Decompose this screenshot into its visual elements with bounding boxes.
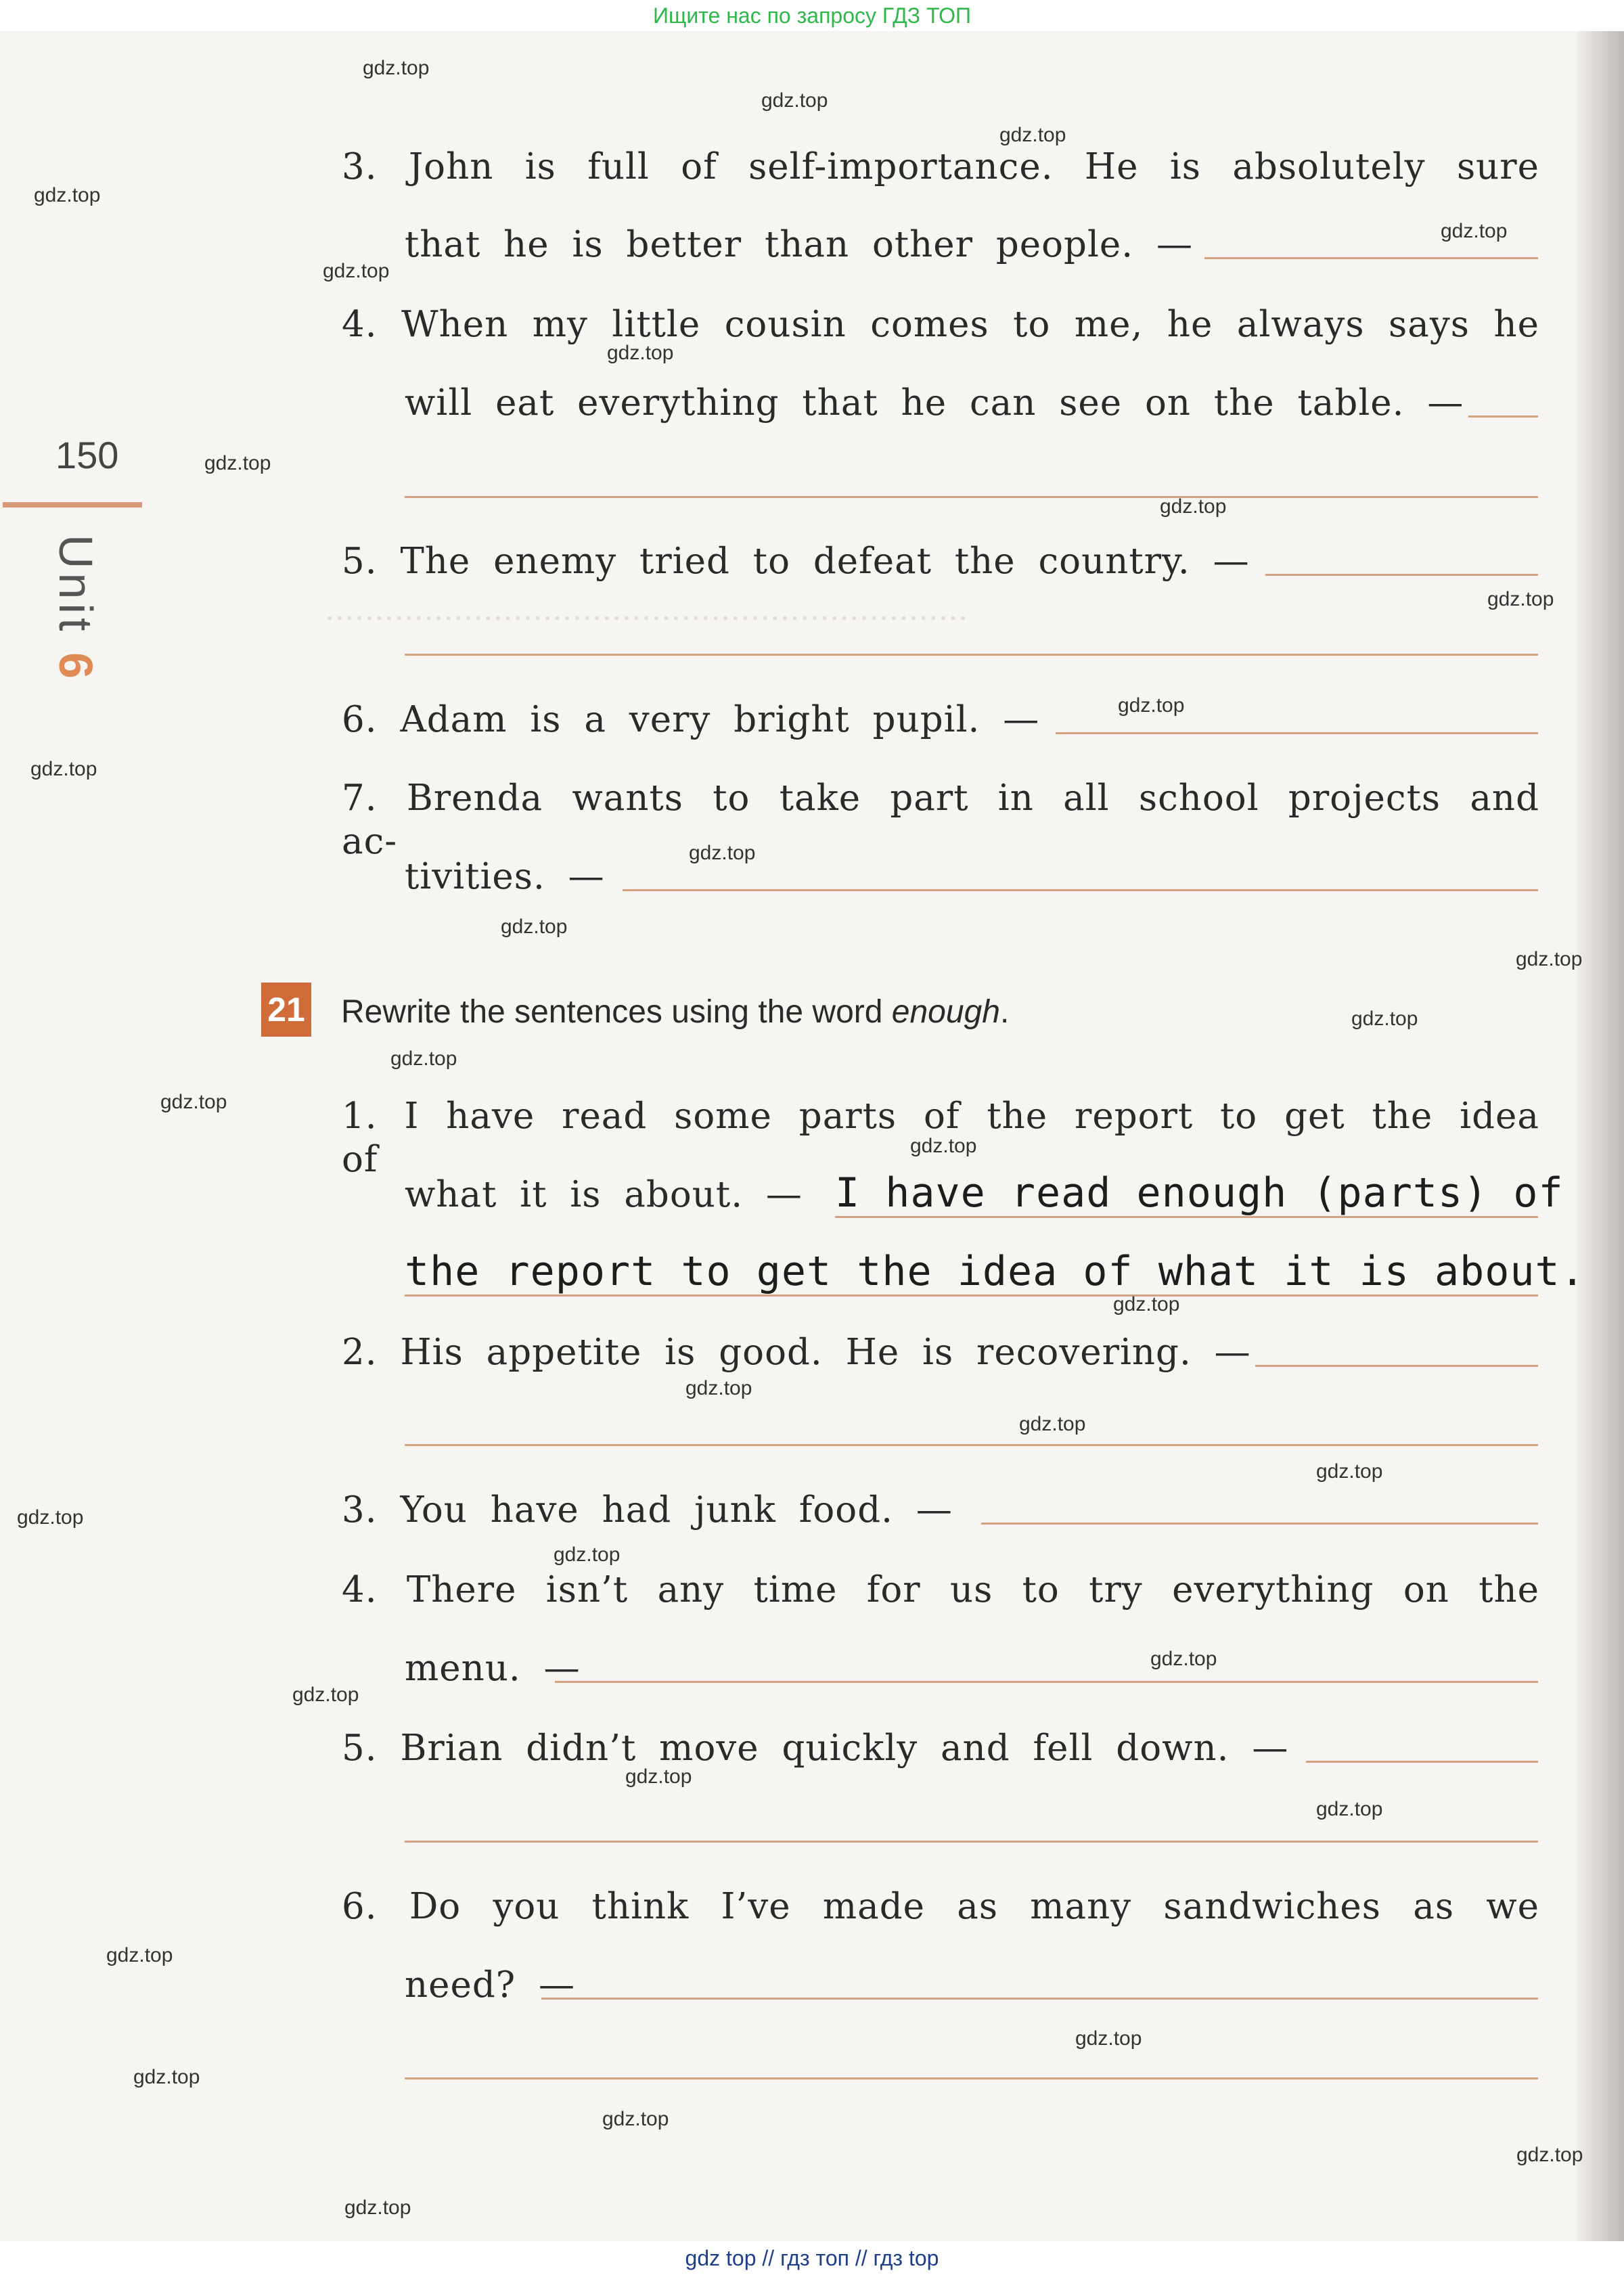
watermark: gdz.top bbox=[1113, 1293, 1180, 1315]
ex-item-5 bbox=[342, 1727, 1288, 1770]
page-rule bbox=[3, 502, 142, 508]
watermark: gdz.top bbox=[685, 1377, 752, 1399]
item-number: 1. bbox=[342, 1096, 378, 1137]
prev-item-5 bbox=[342, 540, 1250, 583]
ex-item-1-line2: what it is about. — bbox=[405, 1174, 803, 1215]
item-number: 6. bbox=[342, 699, 378, 740]
watermark: gdz.top bbox=[133, 2066, 200, 2088]
watermark: gdz.top bbox=[1316, 1460, 1383, 1483]
item-number: 3. bbox=[342, 146, 378, 187]
watermark: gdz.top bbox=[17, 1506, 84, 1529]
ex-item-4-line2: menu. — bbox=[405, 1648, 581, 1689]
answer-blank[interactable] bbox=[1265, 574, 1538, 576]
item-text: Adam is a very bright pupil. — bbox=[400, 699, 1040, 740]
watermark: gdz.top bbox=[1160, 495, 1227, 518]
watermark: gdz.top bbox=[390, 1048, 457, 1070]
bottom-banner[interactable]: gdz top // гдз топ // гдз top bbox=[0, 2241, 1624, 2275]
answer-blank[interactable] bbox=[405, 654, 1538, 656]
answer-blank[interactable] bbox=[555, 1681, 1538, 1683]
item-number: 7. bbox=[342, 778, 378, 819]
watermark: gdz.top bbox=[625, 1765, 692, 1788]
answer-blank[interactable] bbox=[405, 1294, 1538, 1297]
instruction-keyword: enough bbox=[891, 994, 1000, 1030]
watermark: gdz.top bbox=[1150, 1648, 1217, 1670]
watermark: gdz.top bbox=[1516, 948, 1583, 970]
book-spine-shadow bbox=[1577, 31, 1624, 2241]
ex-item-6-line1 bbox=[342, 1885, 1539, 1929]
ex-item-6-line2: need? — bbox=[405, 1964, 576, 2006]
item-text: You have had junk food. — bbox=[400, 1489, 953, 1531]
item-text: The enemy tried to defeat the country. — bbox=[400, 541, 1250, 582]
watermark: gdz.top bbox=[30, 758, 97, 780]
answer-blank[interactable] bbox=[1468, 415, 1538, 418]
prev-item-4-line1 bbox=[342, 303, 1539, 346]
item-text: Brian didn’t move quickly and fell down. — bbox=[400, 1728, 1289, 1769]
watermark: gdz.top bbox=[501, 916, 568, 938]
watermark: gdz.top bbox=[1441, 220, 1508, 242]
answer-blank[interactable] bbox=[541, 1998, 1538, 2000]
item-text: There isn’t any time for us to try everything on the bbox=[406, 1569, 1539, 1610]
ex-item-3 bbox=[342, 1489, 953, 1532]
watermark: gdz.top bbox=[1351, 1008, 1418, 1030]
watermark: gdz.top bbox=[204, 452, 271, 474]
prev-item-4-line2: will eat everything that he can see on the table. — bbox=[405, 382, 1464, 424]
item-text: John is full of self-importance. He is absolutely sure bbox=[408, 146, 1539, 187]
watermark: gdz.top bbox=[106, 1944, 173, 1966]
watermark: gdz.top bbox=[160, 1091, 227, 1113]
item-number: 2. bbox=[342, 1332, 378, 1373]
answer-blank[interactable] bbox=[1056, 732, 1538, 734]
unit-number: 6 bbox=[49, 652, 102, 683]
item-text: Brenda wants to take part in all school projects and ac- bbox=[342, 778, 1539, 862]
ex-item-2 bbox=[342, 1331, 1251, 1374]
watermark: gdz.top bbox=[1316, 1798, 1383, 1820]
top-banner[interactable]: Ищите нас по запросу ГДЗ ТОП bbox=[0, 0, 1624, 31]
answer-blank[interactable] bbox=[981, 1523, 1538, 1525]
answer-blank[interactable] bbox=[835, 1216, 1538, 1218]
item-text: Do you think I’ve made as many sandwiches as we bbox=[409, 1886, 1539, 1927]
item-text: I have read some parts of the report to get the idea of bbox=[342, 1096, 1539, 1180]
watermark: gdz.top bbox=[554, 1544, 621, 1566]
answer-blank[interactable] bbox=[405, 1841, 1538, 1843]
watermark: gdz.top bbox=[910, 1135, 977, 1157]
watermark: gdz.top bbox=[363, 57, 430, 79]
prev-item-7-line2: tivities. — bbox=[405, 856, 605, 897]
item-number: 5. bbox=[342, 1728, 378, 1769]
handwritten-answer-line2: the report to get the idea of what it is about. bbox=[405, 1248, 1585, 1295]
unit-label bbox=[49, 535, 103, 683]
page-number: 150 bbox=[55, 434, 119, 476]
watermark: gdz.top bbox=[761, 89, 828, 112]
bleed-through-text: ................................................................. bbox=[325, 609, 968, 646]
watermark: gdz.top bbox=[689, 842, 756, 864]
item-text: When my little cousin comes to me, he always says he bbox=[401, 304, 1539, 345]
answer-blank[interactable] bbox=[1204, 257, 1538, 259]
prev-item-6 bbox=[342, 698, 1039, 742]
prev-item-7-line1 bbox=[342, 777, 1539, 863]
item-number: 3. bbox=[342, 1489, 378, 1531]
prev-item-3-line2: that he is better than other people. — bbox=[405, 224, 1193, 265]
item-number: 4. bbox=[342, 304, 378, 345]
answer-blank[interactable] bbox=[405, 1444, 1538, 1446]
answer-blank[interactable] bbox=[405, 496, 1538, 498]
watermark: gdz.top bbox=[607, 342, 674, 364]
answer-blank[interactable] bbox=[405, 2077, 1538, 2079]
watermark: gdz.top bbox=[602, 2108, 669, 2130]
exercise-number-badge: 21 bbox=[261, 983, 311, 1037]
item-number: 6. bbox=[342, 1886, 378, 1927]
item-text: His appetite is good. He is recovering. — bbox=[400, 1332, 1251, 1373]
item-number: 5. bbox=[342, 541, 378, 582]
ex-item-4-line1 bbox=[342, 1569, 1539, 1612]
answer-blank[interactable] bbox=[1255, 1365, 1538, 1367]
item-number: 4. bbox=[342, 1569, 378, 1610]
unit-word: Unit bbox=[49, 535, 102, 635]
answer-blank[interactable] bbox=[623, 889, 1538, 891]
watermark: gdz.top bbox=[999, 124, 1066, 146]
watermark: gdz.top bbox=[323, 260, 390, 282]
watermark: gdz.top bbox=[292, 1684, 359, 1706]
exercise-instruction: Rewrite the sentences using the word enough. bbox=[341, 994, 1010, 1030]
watermark: gdz.top bbox=[1516, 2144, 1583, 2166]
handwritten-answer-line1: I have read enough (parts) of bbox=[835, 1169, 1564, 1217]
answer-blank[interactable] bbox=[1306, 1761, 1538, 1763]
watermark: gdz.top bbox=[1019, 1413, 1086, 1435]
watermark: gdz.top bbox=[344, 2197, 411, 2219]
watermark: gdz.top bbox=[1487, 588, 1554, 610]
watermark: gdz.top bbox=[1075, 2027, 1142, 2050]
watermark: gdz.top bbox=[1118, 694, 1185, 717]
watermark: gdz.top bbox=[34, 184, 101, 206]
prev-item-3-line1 bbox=[342, 145, 1539, 189]
